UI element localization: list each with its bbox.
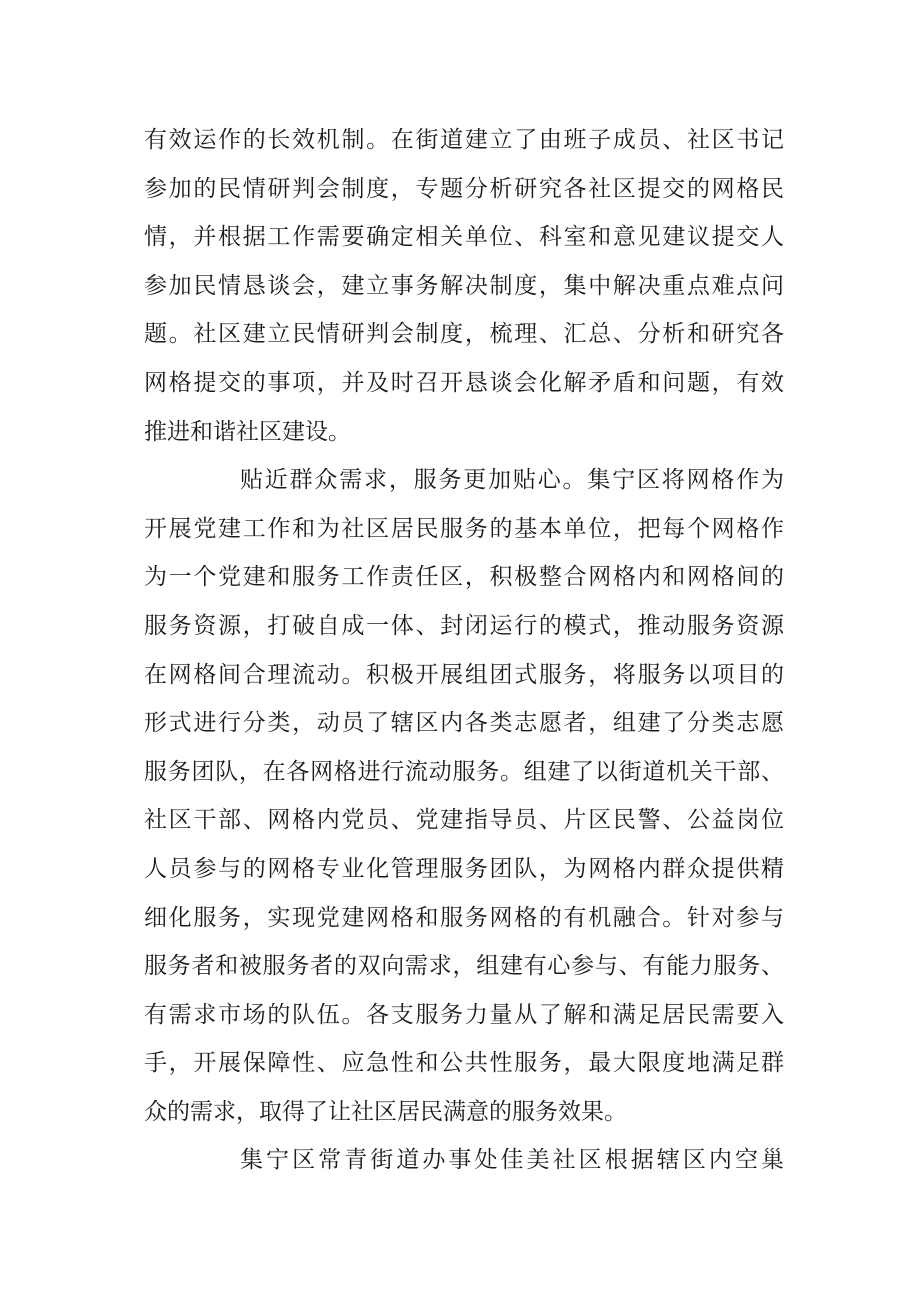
body-text: [144, 116, 784, 1185]
paragraph-1: [144, 116, 784, 456]
text-line: 贴近群众需求，服务更加贴心。集宁区将网格作为: [240, 467, 784, 494]
text-line: 众的需求，取得了让社区居民满意的服务效果。: [144, 1098, 627, 1125]
text-line: 手，开展保障性、应急性和公共性服务，最大限度地满足群: [144, 1050, 784, 1077]
text-line: 形式进行分类，动员了辖区内各类志愿者，组建了分类志愿: [144, 710, 784, 737]
text-line: 有效运作的长效机制。在街道建立了由班子成员、社区书记: [144, 127, 784, 153]
text-line: 集宁区常青街道办事处佳美社区根据辖区内空巢: [240, 1147, 784, 1174]
text-line: 人员参与的网格专业化管理服务团队，为网格内群众提供精: [144, 855, 784, 882]
paragraph-2: [144, 456, 784, 1136]
text-line: 为一个党建和服务工作责任区，积极整合网格内和网格间的: [144, 564, 784, 591]
text-line: 在网格间合理流动。积极开展组团式服务，将服务以项目的: [144, 661, 784, 688]
text-line: 服务团队，在各网格进行流动服务。组建了以街道机关干部、: [144, 758, 784, 785]
text-line: 参加的民情研判会制度，专题分析研究各社区提交的网格民: [144, 175, 784, 202]
text-line: 服务者和被服务者的双向需求，组建有心参与、有能力服务、: [144, 953, 784, 980]
text-line: 题。社区建立民情研判会制度，梳理、汇总、分析和研究各: [144, 321, 784, 348]
text-line: 网格提交的事项，并及时召开恳谈会化解矛盾和问题，有效: [144, 369, 784, 396]
text-line: 开展党建工作和为社区居民服务的基本单位，把每个网格作: [144, 515, 784, 542]
text-line: 参加民情恳谈会，建立事务解决制度，集中解决重点难点问: [144, 272, 784, 299]
text-line: 有需求市场的队伍。各支服务力量从了解和满足居民需要入: [144, 1001, 784, 1028]
text-line: 服务资源，打破自成一体、封闭运行的模式，推动服务资源: [144, 612, 784, 639]
text-line: 细化服务，实现党建网格和服务网格的有机融合。针对参与: [144, 904, 784, 931]
text-line: 情，并根据工作需要确定相关单位、科室和意见建议提交人: [144, 224, 784, 251]
paragraph-3: [144, 1136, 784, 1185]
text-line: 推进和谐社区建设。: [144, 418, 351, 445]
text-line: 社区干部、网格内党员、党建指导员、片区民警、公益岗位: [144, 807, 784, 834]
